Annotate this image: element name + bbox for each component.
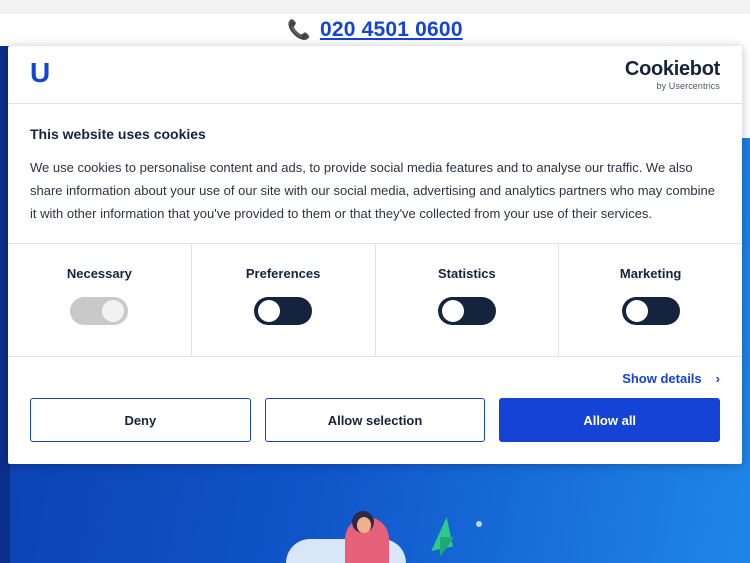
cookie-category-preferences bbox=[192, 244, 376, 356]
cookiebot-branding[interactable] bbox=[625, 59, 720, 91]
toggle-knob bbox=[442, 300, 464, 322]
site-phone-bar bbox=[0, 14, 750, 46]
toggle-statistics[interactable] bbox=[438, 297, 496, 325]
illustration-dot bbox=[476, 521, 482, 527]
toggle-marketing[interactable] bbox=[622, 297, 680, 325]
cookie-dialog-description: We use cookies to personalise content and ads, to provide social media features and to analyse our traffic. We also share information about your use of our site with our social media, advertising and analytics partners who may combine it with other information that you've provided to them or that they've collected from your use of their services. bbox=[30, 160, 716, 222]
cookie-category-necessary bbox=[8, 244, 192, 356]
cookie-dialog-details-row bbox=[8, 357, 742, 398]
phone-icon: 📞 bbox=[287, 19, 311, 41]
cookie-category-label: Statistics bbox=[437, 266, 496, 282]
toggle-knob bbox=[102, 300, 124, 322]
cookiebot-byline: by Usercentrics bbox=[656, 80, 720, 91]
illustration-paper-plane-tail bbox=[440, 537, 454, 557]
cookie-category-list bbox=[8, 244, 742, 357]
show-details-label: Show details bbox=[622, 371, 702, 387]
allow-all-button[interactable]: Allow all bbox=[499, 398, 720, 442]
toggle-knob bbox=[258, 300, 280, 322]
cookiebot-wordmark: Cookiebot bbox=[624, 57, 720, 80]
illustration-person-face bbox=[357, 517, 371, 533]
show-details-button[interactable] bbox=[622, 371, 720, 386]
deny-button[interactable]: Deny bbox=[30, 398, 251, 442]
phone-number-link[interactable]: 020 4501 0600 bbox=[319, 18, 463, 41]
cookie-dialog-title: This website uses cookies bbox=[30, 126, 206, 142]
allow-selection-button[interactable]: Allow selection bbox=[265, 398, 486, 442]
browser-top-strip bbox=[0, 0, 750, 14]
cookie-category-statistics bbox=[376, 244, 560, 356]
cookie-category-label: Necessary bbox=[66, 266, 132, 282]
toggle-preferences[interactable] bbox=[254, 297, 312, 325]
cookie-category-label: Marketing bbox=[619, 266, 682, 282]
cookie-dialog-header bbox=[8, 46, 742, 104]
chevron-right-icon: › bbox=[715, 371, 720, 387]
cookie-dialog-body bbox=[8, 104, 742, 244]
toggle-necessary bbox=[70, 297, 128, 325]
cookie-consent-dialog bbox=[8, 46, 742, 464]
usercentrics-u-logo: U bbox=[30, 56, 51, 88]
cookie-category-label: Preferences bbox=[245, 266, 321, 282]
toggle-knob bbox=[626, 300, 648, 322]
cookie-category-marketing bbox=[559, 244, 742, 356]
cookie-dialog-actions bbox=[8, 398, 742, 464]
